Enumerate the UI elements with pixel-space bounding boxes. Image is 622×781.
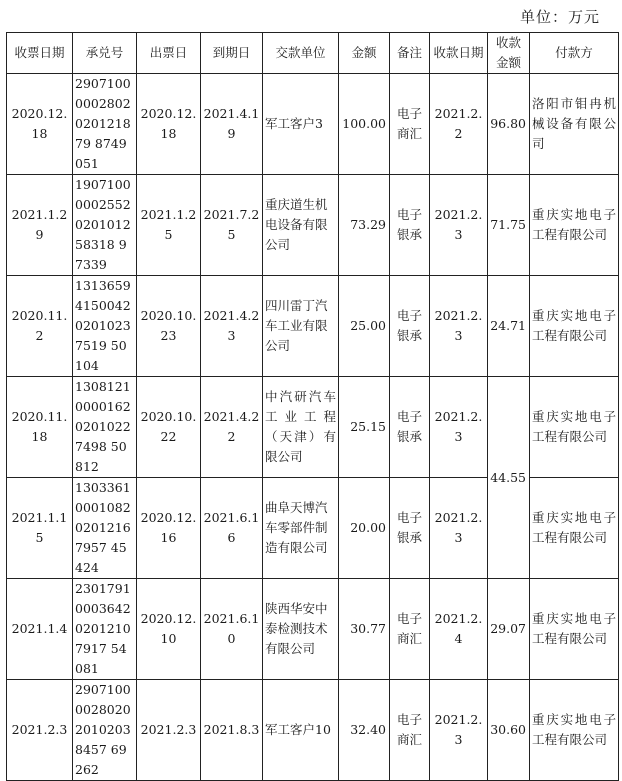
payer-unit-cell: 曲阜天博汽车零部件制造有限公司 bbox=[263, 478, 339, 579]
col-collect-date: 收款日期 bbox=[430, 33, 488, 74]
receive-date-cell: 2021.2.3 bbox=[7, 680, 73, 781]
payer-cell: 重庆实地电子工程有限公司 bbox=[530, 680, 619, 781]
due-date-cell: 2021.8.3 bbox=[201, 680, 263, 781]
amount-cell: 30.77 bbox=[339, 579, 390, 680]
receive-date-cell: 2021.1.29 bbox=[7, 175, 73, 276]
collect-date-cell: 2021.2.3 bbox=[430, 680, 488, 781]
receive-date-cell: 2020.11.2 bbox=[7, 276, 73, 377]
remark-cell: 电子银承 bbox=[390, 478, 430, 579]
col-remark: 备注 bbox=[390, 33, 430, 74]
collect-amount-cell: 96.80 bbox=[488, 74, 530, 175]
col-collect-amount: 收款金额 bbox=[488, 33, 530, 74]
amount-cell: 25.15 bbox=[339, 377, 390, 478]
table-row bbox=[7, 579, 619, 680]
remark-cell: 电子银承 bbox=[390, 175, 430, 276]
payer-unit-cell: 陕西华安中泰检测技术有限公司 bbox=[263, 579, 339, 680]
collect-amount-cell: 30.60 bbox=[488, 680, 530, 781]
payer-unit-cell: 军工客户3 bbox=[263, 74, 339, 175]
table-row bbox=[7, 276, 619, 377]
payer-cell: 重庆实地电子工程有限公司 bbox=[530, 175, 619, 276]
due-date-cell: 2021.4.22 bbox=[201, 377, 263, 478]
due-date-cell: 2021.6.10 bbox=[201, 579, 263, 680]
payer-cell: 重庆实地电子工程有限公司 bbox=[530, 377, 619, 478]
payer-cell: 重庆实地电子工程有限公司 bbox=[530, 579, 619, 680]
payer-unit-cell: 军工客户10 bbox=[263, 680, 339, 781]
acceptance-no-cell: 1303361000108202012167957 45424 bbox=[73, 478, 137, 579]
amount-cell: 25.00 bbox=[339, 276, 390, 377]
table-row bbox=[7, 680, 619, 781]
issue-date-cell: 2020.12.18 bbox=[137, 74, 201, 175]
issue-date-cell: 2020.12.10 bbox=[137, 579, 201, 680]
bill-table bbox=[6, 32, 619, 781]
payer-cell: 重庆实地电子工程有限公司 bbox=[530, 276, 619, 377]
amount-cell: 20.00 bbox=[339, 478, 390, 579]
table-row bbox=[7, 377, 619, 478]
payer-cell: 洛阳市钼冉机械设备有限公司 bbox=[530, 74, 619, 175]
col-amount: 金额 bbox=[339, 33, 390, 74]
collect-date-cell: 2021.2.2 bbox=[430, 74, 488, 175]
remark-cell: 电子商汇 bbox=[390, 579, 430, 680]
issue-date-cell: 2020.10.23 bbox=[137, 276, 201, 377]
issue-date-cell: 2021.2.3 bbox=[137, 680, 201, 781]
amount-cell: 100.00 bbox=[339, 74, 390, 175]
collect-date-cell: 2021.2.3 bbox=[430, 478, 488, 579]
remark-cell: 电子商汇 bbox=[390, 74, 430, 175]
table-row bbox=[7, 74, 619, 175]
header-row bbox=[7, 33, 619, 74]
col-due-date: 到期日 bbox=[201, 33, 263, 74]
due-date-cell: 2021.7.25 bbox=[201, 175, 263, 276]
acceptance-no-cell: 1308121000016202010227498 50812 bbox=[73, 377, 137, 478]
collect-amount-cell: 29.07 bbox=[488, 579, 530, 680]
acceptance-no-cell: 29071000002802020121879 8749051 bbox=[73, 74, 137, 175]
collect-date-cell: 2021.2.4 bbox=[430, 579, 488, 680]
collect-date-cell: 2021.2.3 bbox=[430, 377, 488, 478]
due-date-cell: 2021.4.19 bbox=[201, 74, 263, 175]
receive-date-cell: 2020.12.18 bbox=[7, 74, 73, 175]
payer-unit-cell: 四川雷丁汽车工业有限公司 bbox=[263, 276, 339, 377]
issue-date-cell: 2020.10.22 bbox=[137, 377, 201, 478]
issue-date-cell: 2020.12.16 bbox=[137, 478, 201, 579]
col-receive-date: 收票日期 bbox=[7, 33, 73, 74]
collect-amount-cell: 71.75 bbox=[488, 175, 530, 276]
unit-label: 单位：万元 bbox=[519, 8, 600, 26]
col-payer-unit: 交款单位 bbox=[263, 33, 339, 74]
remark-cell: 电子商汇 bbox=[390, 680, 430, 781]
payer-unit-cell: 中汽研汽车工业工程（天津）有限公司 bbox=[263, 377, 339, 478]
issue-date-cell: 2021.1.25 bbox=[137, 175, 201, 276]
collect-amount-cell: 24.71 bbox=[488, 276, 530, 377]
payer-cell: 重庆实地电子工程有限公司 bbox=[530, 478, 619, 579]
collect-amount-cell-merged: 44.55 bbox=[488, 377, 530, 579]
acceptance-no-cell: 2907100002802020102038457 69262 bbox=[73, 680, 137, 781]
due-date-cell: 2021.6.16 bbox=[201, 478, 263, 579]
amount-cell: 32.40 bbox=[339, 680, 390, 781]
collect-date-cell: 2021.2.3 bbox=[430, 175, 488, 276]
acceptance-no-cell: 1313659415004202010237519 50104 bbox=[73, 276, 137, 377]
collect-date-cell: 2021.2.3 bbox=[430, 276, 488, 377]
acceptance-no-cell: 2301791000364202012107917 54081 bbox=[73, 579, 137, 680]
col-acceptance-no: 承兑号 bbox=[73, 33, 137, 74]
col-issue-date: 出票日 bbox=[137, 33, 201, 74]
payer-unit-cell: 重庆道生机电设备有限公司 bbox=[263, 175, 339, 276]
receive-date-cell: 2021.1.15 bbox=[7, 478, 73, 579]
table-row bbox=[7, 175, 619, 276]
receive-date-cell: 2020.11.18 bbox=[7, 377, 73, 478]
remark-cell: 电子银承 bbox=[390, 276, 430, 377]
remark-cell: 电子银承 bbox=[390, 377, 430, 478]
col-payer: 付款方 bbox=[530, 33, 619, 74]
due-date-cell: 2021.4.23 bbox=[201, 276, 263, 377]
acceptance-no-cell: 19071000002552020101258318 97339 bbox=[73, 175, 137, 276]
receive-date-cell: 2021.1.4 bbox=[7, 579, 73, 680]
amount-cell: 73.29 bbox=[339, 175, 390, 276]
